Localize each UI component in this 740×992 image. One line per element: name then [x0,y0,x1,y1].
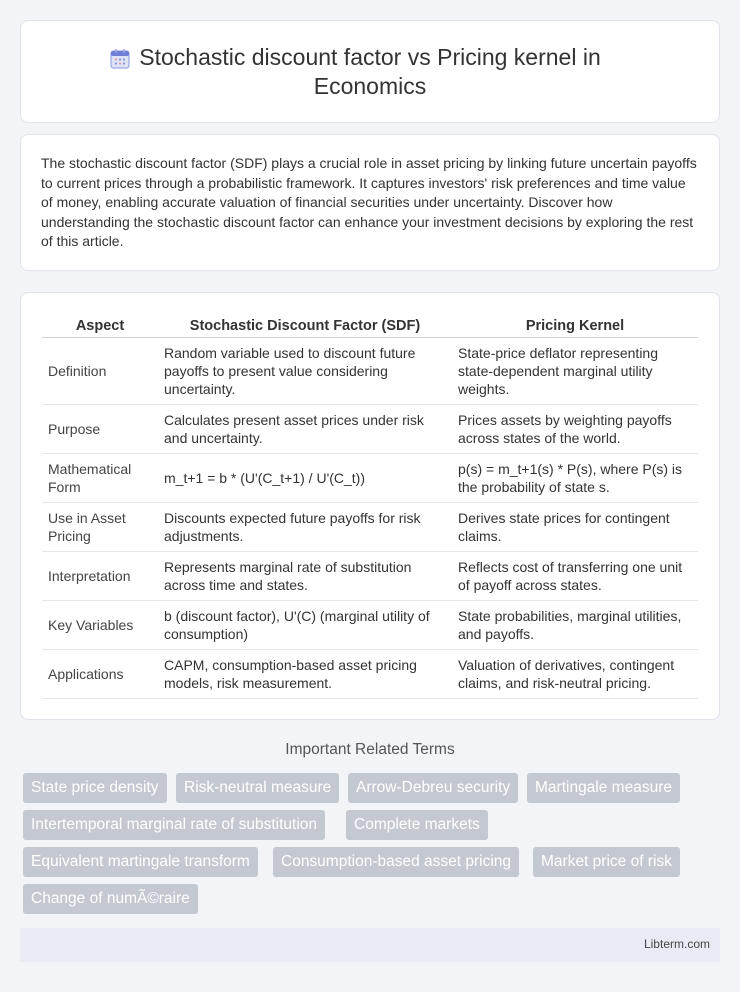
row-pk-value: Prices assets by weighting payoffs across states of the world. [452,404,698,453]
related-term-tag[interactable]: State price density [23,773,167,803]
page-title-line-2: Economics [313,73,427,99]
table-row [42,649,698,698]
row-pk-value: Derives state prices for contingent claims. [452,502,698,551]
intro-paragraph: The stochastic discount factor (SDF) plays a crucial role in asset pricing by linking future uncertain payoffs to current prices through a probabilistic framework. It captures investors' risk preferences and time value of money, enabling accurate valuation of financial securities under uncertainty. Discover how understanding the stochastic discount factor can enhance your investment decisions by exploring the rest of this article. [41,155,697,249]
related-term-tag[interactable]: Market price of risk [533,847,680,877]
row-sdf-value: Calculates present asset prices under risk and uncertainty. [158,404,452,453]
related-term-tag[interactable]: Change of numÃ©raire [23,884,198,914]
row-aspect: Mathematical Form [42,453,158,502]
row-aspect: Key Variables [42,600,158,649]
related-term-tag[interactable]: Intertemporal marginal rate of substitution [23,810,325,840]
header-aspect: Aspect [42,315,158,337]
row-pk-value: Reflects cost of transferring one unit of payoff across states. [452,551,698,600]
row-aspect: Definition [42,337,158,404]
related-term-tag[interactable]: Complete markets [346,810,488,840]
row-aspect: Interpretation [42,551,158,600]
title-card [20,20,720,123]
row-aspect: Use in Asset Pricing [42,502,158,551]
row-sdf-value: Random variable used to discount future payoffs to present value considering uncertainty. [158,337,452,404]
comparison-card [20,292,720,720]
table-row [42,600,698,649]
table-row [42,502,698,551]
table-row [42,453,698,502]
row-aspect: Purpose [42,404,158,453]
table-row [42,404,698,453]
row-pk-value: State probabilities, marginal utilities, and payoffs. [452,600,698,649]
table-header-row [42,315,698,337]
footer-bar [20,928,720,962]
comparison-table [42,315,698,699]
related-term-tag[interactable]: Risk-neutral measure [176,773,339,803]
related-term-tag[interactable]: Martingale measure [527,773,680,803]
row-sdf-value: b (discount factor), U'(C) (marginal utility of consumption) [158,600,452,649]
related-term-tag[interactable]: Consumption-based asset pricing [273,847,519,877]
row-aspect: Applications [42,649,158,698]
related-term-tag[interactable]: Arrow-Debreu security [348,773,518,803]
intro-card [20,134,720,271]
header-pricing-kernel: Pricing Kernel [452,315,698,337]
header-sdf: Stochastic Discount Factor (SDF) [158,315,452,337]
row-sdf-value: CAPM, consumption-based asset pricing models, risk measurement. [158,649,452,698]
related-terms-heading: Important Related Terms [285,741,455,758]
page-title [21,43,719,101]
row-sdf-value: Discounts expected future payoffs for risk adjustments. [158,502,452,551]
table-row [42,337,698,404]
row-pk-value: p(s) = m_t+1(s) * P(s), where P(s) is the probability of state s. [452,453,698,502]
table-row [42,551,698,600]
row-sdf-value: m_t+1 = b * (U'(C_t+1) / U'(C_t)) [158,453,452,502]
related-term-tag[interactable]: Equivalent martingale transform [23,847,258,877]
row-pk-value: State-price deflator representing state-dependent marginal utility weights. [452,337,698,404]
row-pk-value: Valuation of derivatives, contingent claims, and risk-neutral pricing. [452,649,698,698]
page-title-line-1: Stochastic discount factor vs Pricing kernel in [139,44,601,70]
footer-site-link[interactable]: Libterm.com [643,937,710,951]
row-sdf-value: Represents marginal rate of substitution across time and states. [158,551,452,600]
